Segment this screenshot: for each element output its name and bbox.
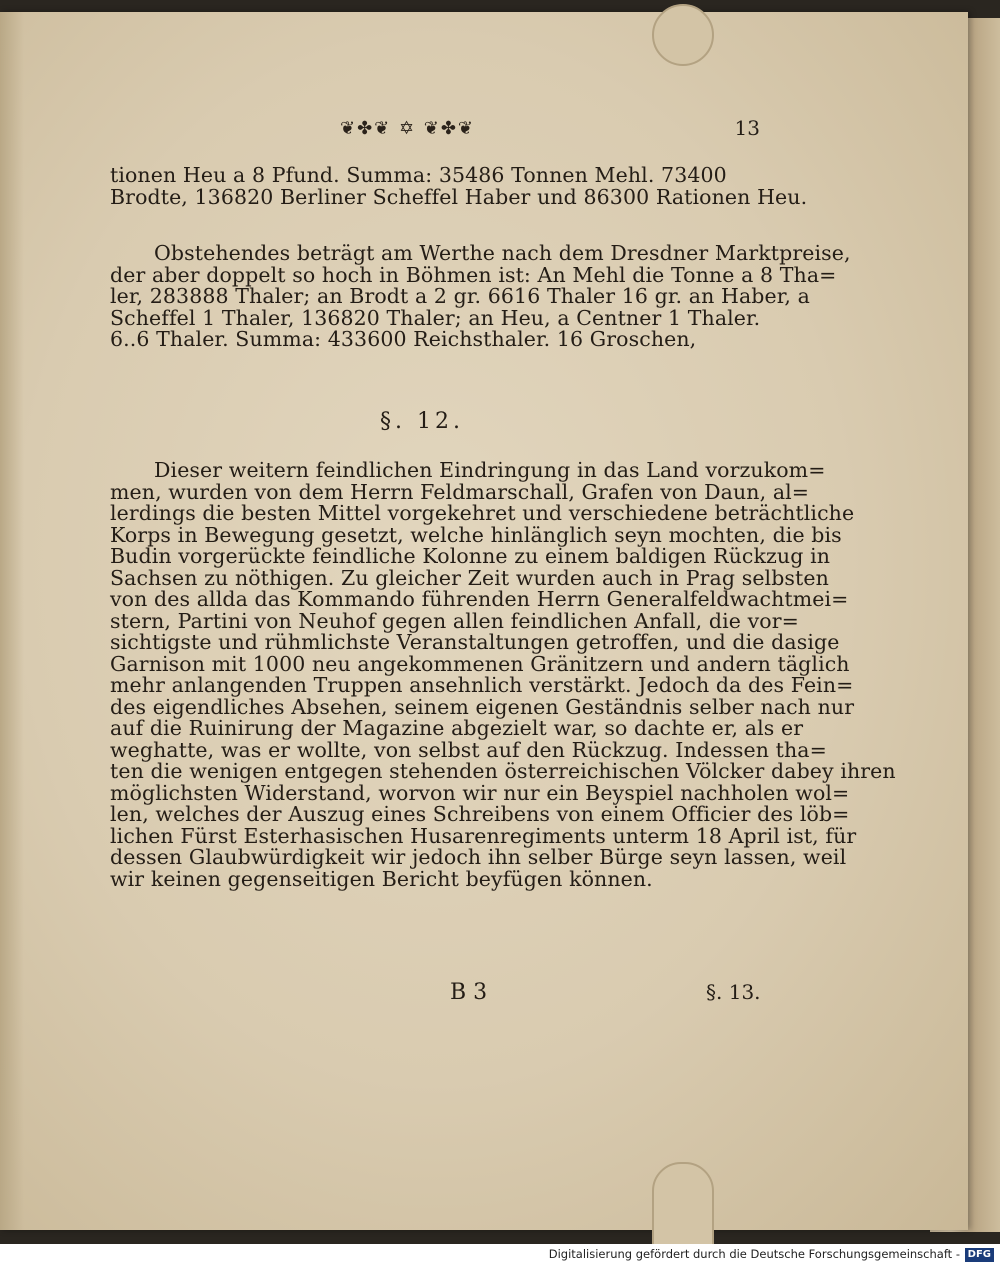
text-line: Obstehendes beträgt am Werthe nach dem Dresdner Marktpreise, bbox=[154, 241, 851, 265]
text-line: tionen Heu a 8 Pfund. Summa: 35486 Tonnen Mehl. 73400 bbox=[110, 163, 727, 187]
text-line: auf die Ruinirung der Magazine abgezielt war, so dachte er, als er bbox=[110, 716, 804, 740]
text-line: wir keinen gegenseitigen Bericht beyfügen können. bbox=[110, 866, 653, 891]
text-line: weghatte, was er wollte, von selbst auf den Rückzug. Indessen tha= bbox=[110, 737, 827, 762]
text-line: lichen Fürst Esterhasischen Husarenregiments unterm 18 April ist, für bbox=[110, 823, 857, 848]
text-line: Garnison mit 1000 neu angekommenen Gränitzern und andern täglich bbox=[110, 651, 850, 676]
text-line: lerdings die besten Mittel vorgekehret und verschiedene beträchtliche bbox=[110, 501, 855, 525]
text-line: Brodte, 136820 Berliner Scheffel Haber und 86300 Rationen Heu. bbox=[110, 184, 808, 209]
paragraph-section-12 bbox=[110, 458, 896, 891]
text-line: Dieser weitern feindlichen Eindringung in das Land vorzukom= bbox=[154, 458, 826, 482]
credit-bar bbox=[0, 1244, 1000, 1266]
page-content bbox=[0, 12, 968, 1230]
text-line: sichtigste und rühmlichste Veranstaltungen getroffen, und die dasige bbox=[110, 630, 840, 654]
page-number: 13 bbox=[734, 116, 760, 140]
section-heading: §. 12. bbox=[380, 409, 464, 434]
text-line: 6..6 Thaler. Summa: 433600 Reichsthaler. 16 Groschen, bbox=[110, 327, 697, 351]
page-header bbox=[110, 116, 760, 146]
dfg-logo: DFG bbox=[965, 1248, 994, 1262]
catchword: §. 13. bbox=[706, 980, 761, 1004]
text-line: des eigendliches Absehen, seinem eigenen Geständnis selber nach nur bbox=[110, 694, 855, 719]
text-line: von des allda das Kommando führenden Herrn Generalfeldwachtmei= bbox=[110, 587, 849, 611]
signature-mark: B 3 bbox=[450, 980, 488, 1005]
text-line: dessen Glaubwürdigkeit wir jedoch ihn selber Bürge seyn lassen, weil bbox=[110, 845, 847, 869]
text-line: möglichsten Widerstand, worvon wir nur ein Beyspiel nachholen wol= bbox=[110, 780, 850, 805]
text-line: men, wurden von dem Herrn Feldmarschall, Grafen von Daun, al= bbox=[110, 479, 810, 504]
funding-credit-text: Digitalisierung gefördert durch die Deutsche Forschungsgemeinschaft - bbox=[548, 1247, 960, 1261]
paragraph-continuation bbox=[110, 163, 808, 209]
text-line: mehr anlangenden Truppen ansehnlich verstärkt. Jedoch da des Fein= bbox=[110, 673, 854, 697]
text-line: der aber doppelt so hoch in Böhmen ist: An Mehl die Tonne a 8 Tha= bbox=[110, 262, 837, 287]
text-line: stern, Partini von Neuhof gegen allen feindlichen Anfall, die vor= bbox=[110, 608, 799, 633]
paragraph-valuation bbox=[110, 241, 851, 351]
text-line: ler, 283888 Thaler; an Brodt a 2 gr. 6616 Thaler 16 gr. an Haber, a bbox=[110, 284, 810, 308]
text-line: Korps in Bewegung gesetzt, welche hinlänglich seyn mochten, die bis bbox=[110, 522, 842, 547]
book-page bbox=[0, 12, 968, 1230]
text-line: ten die wenigen entgegen stehenden österreichischen Völcker dabey ihren bbox=[110, 759, 896, 783]
text-line: Budin vorgerückte feindliche Kolonne zu einem baldigen Rückzug in bbox=[110, 544, 831, 568]
text-line: len, welches der Auszug eines Schreibens von einem Officier des löb= bbox=[110, 802, 850, 826]
text-line: Sachsen zu nöthigen. Zu gleicher Zeit wurden auch in Prag selbsten bbox=[110, 565, 829, 590]
header-ornament: ❦✤❦ ✡ ❦✤❦ bbox=[340, 118, 476, 139]
text-line: Scheffel 1 Thaler, 136820 Thaler; an Heu, a Centner 1 Thaler. bbox=[110, 305, 761, 330]
